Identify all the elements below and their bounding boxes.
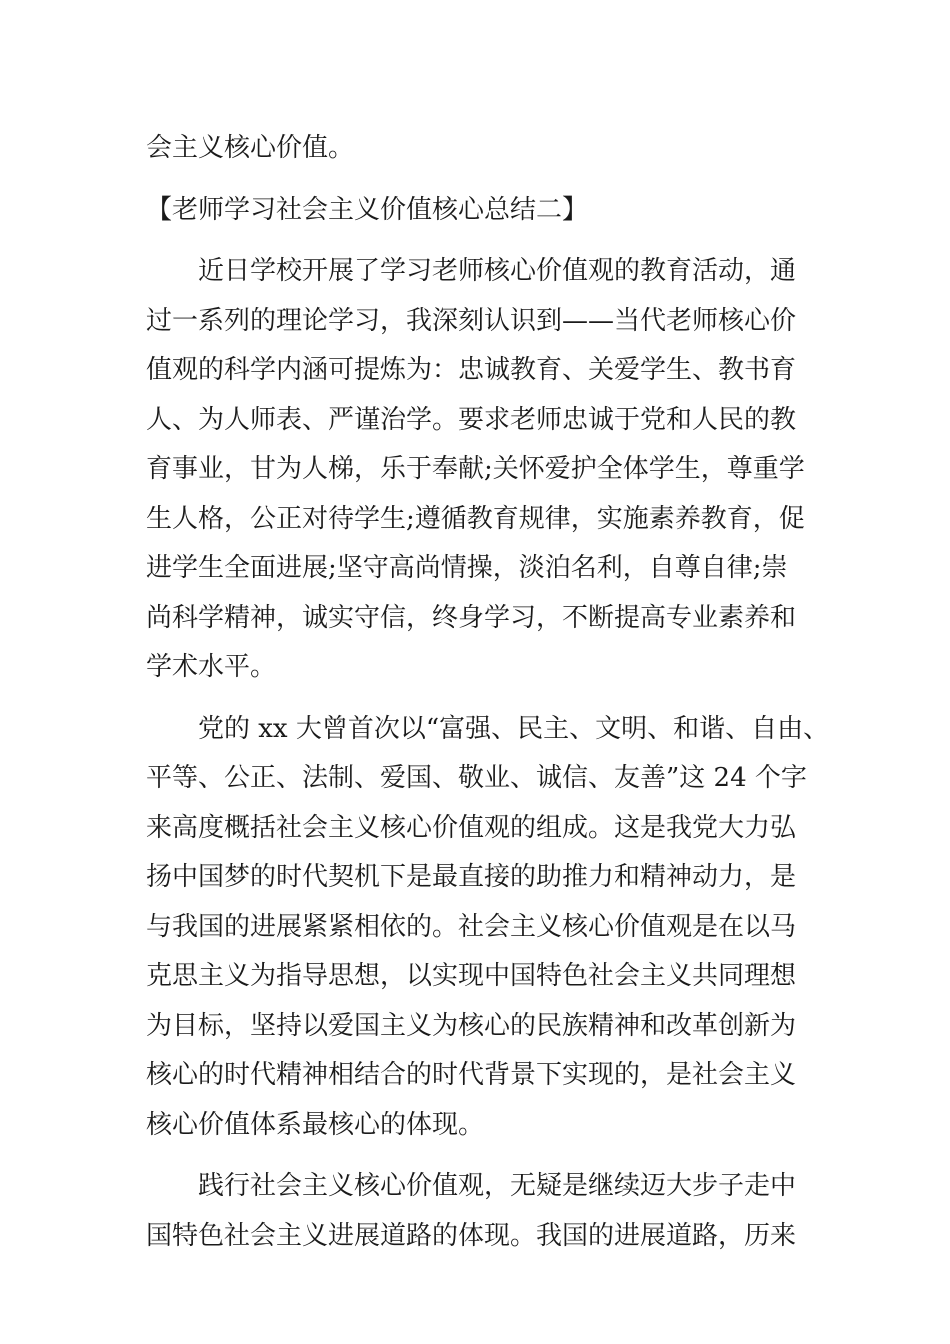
text-line: 人、为人师表、严谨治学。要求老师忠诚于党和人民的教 <box>146 404 797 435</box>
text-line: 会主义核心价值。 <box>146 133 355 163</box>
text-line: 【老师学习社会主义价值核心总结二】 <box>146 194 589 225</box>
text-line: 与我国的进展紧紧相依的。社会主义核心价值观是在以马 <box>146 911 797 942</box>
text-line: 为目标，坚持以爱国主义为核心的民族精神和改革创新为 <box>146 1010 797 1041</box>
paragraph-gap <box>146 693 816 705</box>
paragraph-gap <box>146 1150 816 1162</box>
text-line: 尚科学精神，诚实守信，终身学习，不断提高专业素养和 <box>146 602 797 633</box>
text-line: 学术水平。 <box>146 652 277 682</box>
text-line: 扬中国梦的时代契机下是最直接的助推力和精神动力，是 <box>146 862 797 892</box>
text-line: 值观的科学内涵可提炼为：忠诚教育、关爱学生、教书育 <box>146 355 797 385</box>
paragraph-gap <box>146 174 816 186</box>
text-line: 进学生全面进展;坚守高尚情操，淡泊名利，自尊自律;崇 <box>146 553 788 583</box>
text-line: 核心的时代精神相结合的时代背景下实现的，是社会主义 <box>146 1060 797 1090</box>
paragraph-gap <box>146 235 816 247</box>
text-line: 党的 xx 大曾首次以“富强、民主、文明、和谐、自由、 <box>198 713 830 744</box>
text-line: 过一系列的理论学习，我深刻认识到——当代老师核心价 <box>146 305 797 336</box>
text-line: 平等、公正、法制、爱国、敬业、诚信、友善”这 24 个字 <box>146 763 807 793</box>
document-body <box>146 124 830 1261</box>
text-line: 生人格，公正对待学生;遵循教育规律，实施素养教育，促 <box>146 503 805 534</box>
text-line: 近日学校开展了学习老师核心价值观的教育活动，通 <box>198 256 797 286</box>
text-line: 克思主义为指导思想，以实现中国特色社会主义共同理想 <box>146 961 797 991</box>
text-line: 来高度概括社会主义核心价值观的组成。这是我党大力弘 <box>146 812 797 843</box>
text-line: 育事业，甘为人梯，乐于奉献;关怀爱护全体学生，尊重学 <box>146 454 805 484</box>
text-line: 核心价值体系最核心的体现。 <box>146 1109 485 1140</box>
text-line: 践行社会主义核心价值观，无疑是继续迈大步子走中 <box>198 1171 797 1201</box>
text-line: 国特色社会主义进展道路的体现。我国的进展道路，历来 <box>146 1220 797 1251</box>
